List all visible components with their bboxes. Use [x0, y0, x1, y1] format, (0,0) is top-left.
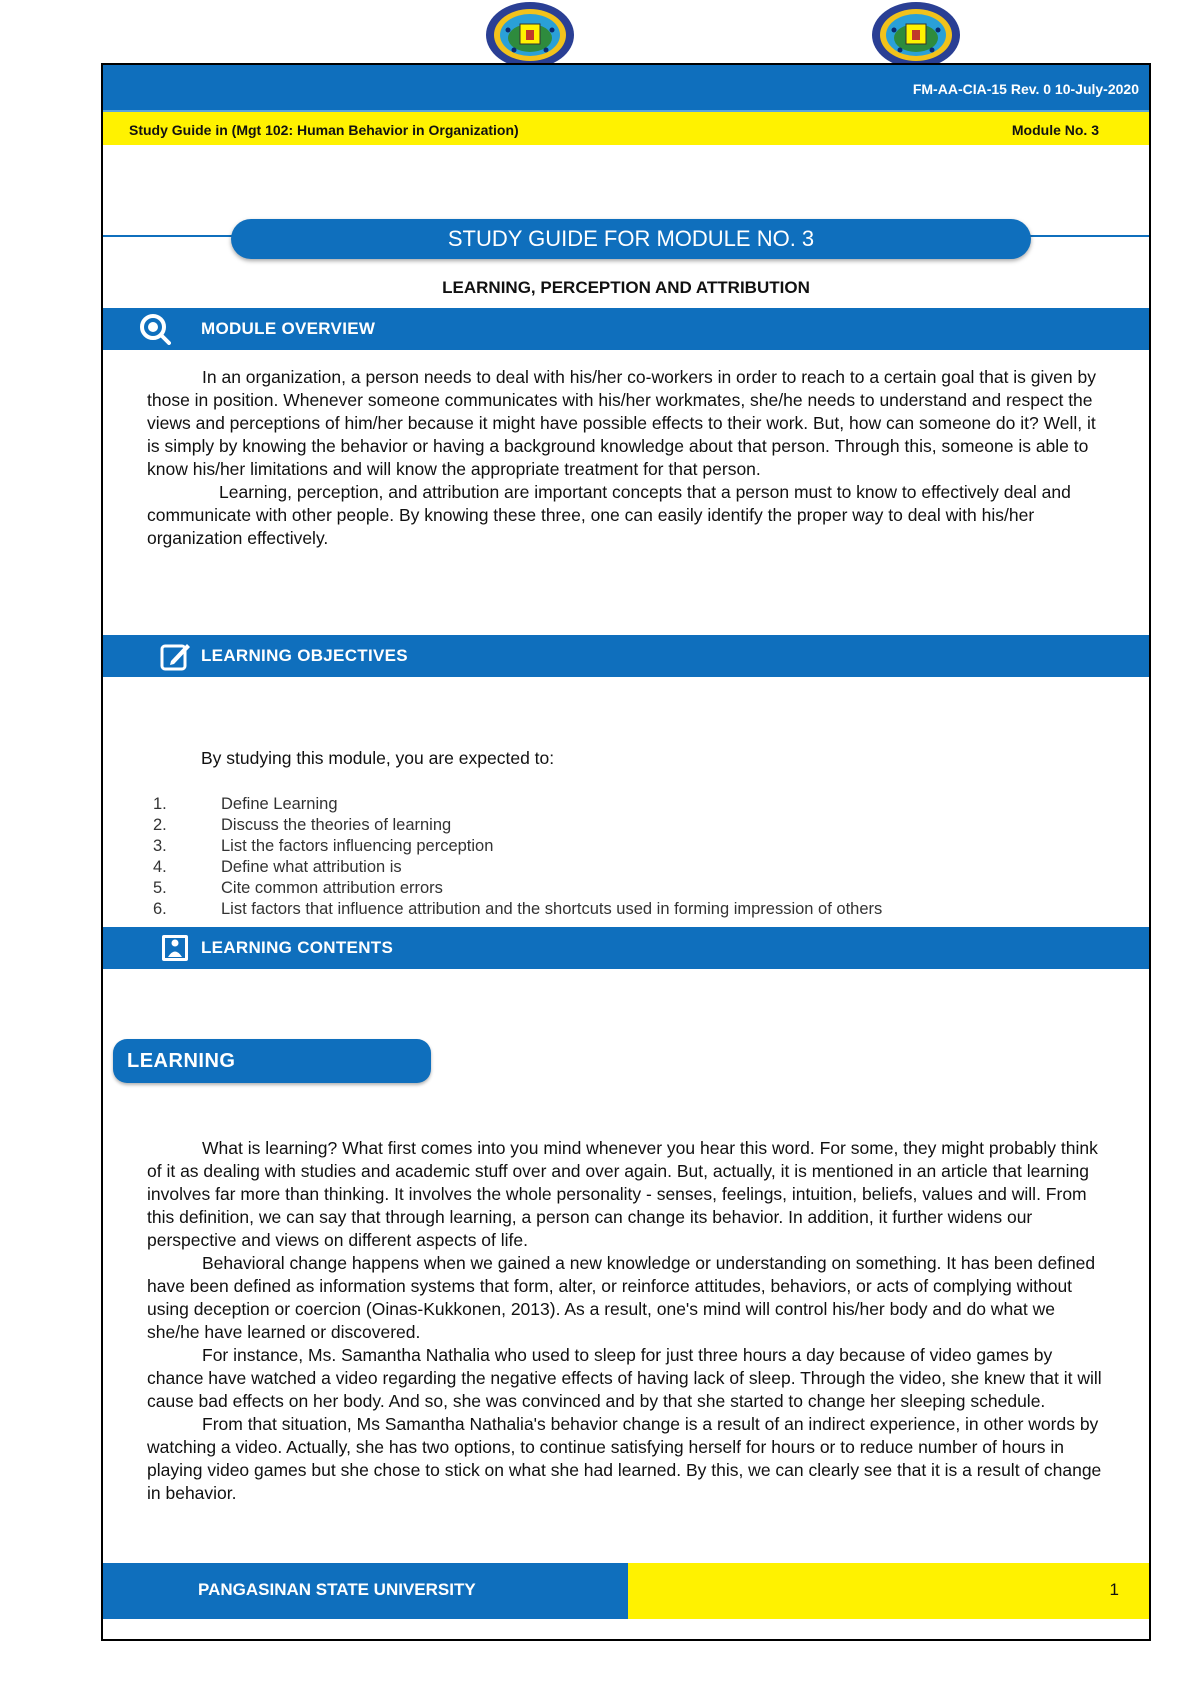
list-item — [153, 899, 1053, 920]
list-item — [153, 878, 1053, 899]
list-item — [153, 857, 1053, 878]
item-number: 2. — [153, 816, 167, 834]
module-number-label: Module No. 3 — [1011, 122, 1099, 138]
item-text: Discuss the theories of learning — [221, 816, 452, 834]
paragraph: From that situation, Ms Samantha Nathalia's behavior change is a result of an indirect experience, in other words by watching a video. Actually, she has two options, to continue satisfying herself for hours or to reduce number of hours in playing video games but she chose to stick on what she had learned. By this, we can clearly see that it is a result of change in behavior. — [147, 1414, 1102, 1503]
footer-page-bar — [628, 1563, 1151, 1619]
header-bar — [103, 110, 1149, 145]
paragraph: In an organization, a person needs to deal with his/her co-workers in order to reach to a certain goal that is given by those in position. Whenever someone communicates with his/her workmates, she/he needs to understand and respect the views and perceptions of him/her because it might have possible effects to their work. But, how can someone do it? Well, it is simply by knowing the behavior or having a background knowledge about that person. Through this, someone is able to know his/her limitations and will know the appropriate treatment for that person. — [147, 367, 1096, 479]
item-number: 4. — [153, 858, 167, 876]
item-text: Define Learning — [221, 795, 338, 813]
paragraph: What is learning? What first comes into you mind whenever you hear this word. For some, they might probably think of it as dealing with studies and academic stuff over and over again. But, actually, it is mentioned in an article that learning involves far more than thinking. It involves the whole personality - senses, feelings, intuition, beliefs, values and will. From this definition, we can say that through learning, a person can change its behavior. In addition, it further widens our perspective and views on different aspects of life. — [147, 1138, 1098, 1250]
item-number: 5. — [153, 879, 167, 897]
item-text: List the factors influencing perception — [221, 837, 494, 855]
footer-university-bar — [103, 1563, 628, 1619]
section-header-contents — [103, 927, 1149, 969]
page-frame — [101, 63, 1151, 1641]
study-guide-label: Study Guide in (Mgt 102: Human Behavior in Organization) — [129, 122, 519, 138]
page-number: 1 — [1109, 1580, 1119, 1599]
university-seal-logo — [484, 0, 576, 70]
university-seal-logo — [870, 0, 962, 70]
paragraph: Behavioral change happens when we gained a new knowledge or understanding on something. It has been defined have been defined as information systems that form, alter, or reinforce attitudes, behaviors, or acts of complying without using deception or coercion (Oinas-Kukkonen, 2013). As a result, one's mind will control his/her body and do what we she/he have learned or discovered. — [147, 1253, 1096, 1342]
list-item — [153, 836, 1053, 857]
item-number: 6. — [153, 900, 167, 918]
list-item — [153, 794, 1053, 815]
magnifier-icon — [139, 313, 171, 345]
paragraph: For instance, Ms. Samantha Nathalia who used to sleep for just three hours a day because of video games by chance have watched a video regarding the negative effects of having lack of sleep. Through the video, she knew that it will cause bad effects on her body. And so, she was convinced and by that she started to change her sleeping schedule. — [147, 1345, 1102, 1411]
topic-title: LEARNING, PERCEPTION AND ATTRIBUTION — [442, 278, 810, 297]
list-item — [153, 815, 1053, 836]
form-code-bar — [103, 65, 1149, 110]
item-number: 3. — [153, 837, 167, 855]
paragraph: Learning, perception, and attribution are important concepts that a person must to know to effectively deal and communicate with other people. By knowing these three, one can easily identify the proper way to deal with his/her organization effectively. — [147, 482, 1071, 548]
item-text: Cite common attribution errors — [221, 879, 443, 897]
item-number: 1. — [153, 795, 167, 813]
page-title: STUDY GUIDE FOR MODULE NO. 3 — [231, 219, 1031, 259]
contents-text — [147, 1137, 1107, 1505]
subheading-learning: LEARNING — [113, 1039, 431, 1083]
objectives-list — [153, 794, 1053, 920]
reader-icon — [159, 932, 191, 964]
section-title: LEARNING OBJECTIVES — [201, 646, 408, 665]
pencil-square-icon — [159, 640, 191, 672]
section-title: MODULE OVERVIEW — [201, 319, 376, 338]
university-name: PANGASINAN STATE UNIVERSITY — [198, 1580, 476, 1599]
objectives-intro: By studying this module, you are expected to: — [201, 748, 555, 768]
form-code: FM-AA-CIA-15 Rev. 0 10-July-2020 — [912, 81, 1139, 97]
item-text: List factors that influence attribution and the shortcuts used in forming impression of others — [221, 900, 883, 918]
overview-text — [147, 366, 1107, 550]
item-text: Define what attribution is — [221, 858, 402, 876]
section-header-overview — [103, 308, 1149, 350]
section-title: LEARNING CONTENTS — [201, 938, 394, 957]
section-header-objectives — [103, 635, 1149, 677]
